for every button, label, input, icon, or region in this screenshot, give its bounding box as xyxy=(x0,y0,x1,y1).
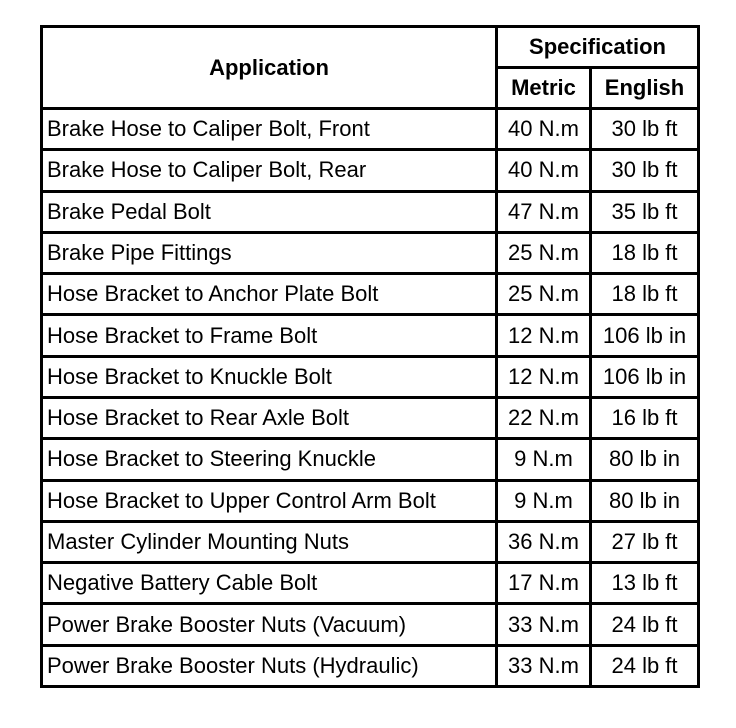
application-cell: Hose Bracket to Upper Control Arm Bolt xyxy=(42,480,497,521)
english-cell: 18 lb ft xyxy=(591,232,699,273)
metric-cell: 47 N.m xyxy=(497,191,591,232)
metric-cell: 12 N.m xyxy=(497,356,591,397)
table-row xyxy=(42,563,699,604)
application-cell: Hose Bracket to Steering Knuckle xyxy=(42,439,497,480)
table-row xyxy=(42,480,699,521)
metric-cell: 33 N.m xyxy=(497,604,591,645)
table-row xyxy=(42,191,699,232)
metric-cell: 22 N.m xyxy=(497,397,591,438)
metric-cell: 25 N.m xyxy=(497,232,591,273)
table-row xyxy=(42,274,699,315)
header-application: Application xyxy=(42,27,497,109)
english-cell: 80 lb in xyxy=(591,439,699,480)
table-row xyxy=(42,109,699,150)
application-cell: Brake Hose to Caliper Bolt, Rear xyxy=(42,150,497,191)
english-cell: 106 lb in xyxy=(591,356,699,397)
header-metric: Metric xyxy=(497,68,591,109)
table-row xyxy=(42,315,699,356)
table-row xyxy=(42,397,699,438)
metric-cell: 33 N.m xyxy=(497,645,591,686)
english-cell: 24 lb ft xyxy=(591,645,699,686)
table-row xyxy=(42,150,699,191)
application-cell: Power Brake Booster Nuts (Hydraulic) xyxy=(42,645,497,686)
english-cell: 13 lb ft xyxy=(591,563,699,604)
english-cell: 106 lb in xyxy=(591,315,699,356)
table-row xyxy=(42,356,699,397)
english-cell: 30 lb ft xyxy=(591,109,699,150)
application-cell: Hose Bracket to Knuckle Bolt xyxy=(42,356,497,397)
application-cell: Brake Pedal Bolt xyxy=(42,191,497,232)
english-cell: 80 lb in xyxy=(591,480,699,521)
english-cell: 16 lb ft xyxy=(591,397,699,438)
table-row xyxy=(42,439,699,480)
english-cell: 35 lb ft xyxy=(591,191,699,232)
table-row xyxy=(42,645,699,686)
metric-cell: 17 N.m xyxy=(497,563,591,604)
application-cell: Hose Bracket to Rear Axle Bolt xyxy=(42,397,497,438)
header-row-top xyxy=(42,27,699,68)
english-cell: 24 lb ft xyxy=(591,604,699,645)
metric-cell: 25 N.m xyxy=(497,274,591,315)
application-cell: Master Cylinder Mounting Nuts xyxy=(42,521,497,562)
metric-cell: 40 N.m xyxy=(497,150,591,191)
metric-cell: 36 N.m xyxy=(497,521,591,562)
table-row xyxy=(42,232,699,273)
metric-cell: 12 N.m xyxy=(497,315,591,356)
english-cell: 30 lb ft xyxy=(591,150,699,191)
metric-cell: 40 N.m xyxy=(497,109,591,150)
application-cell: Power Brake Booster Nuts (Vacuum) xyxy=(42,604,497,645)
application-cell: Hose Bracket to Anchor Plate Bolt xyxy=(42,274,497,315)
metric-cell: 9 N.m xyxy=(497,480,591,521)
english-cell: 18 lb ft xyxy=(591,274,699,315)
english-cell: 27 lb ft xyxy=(591,521,699,562)
table-row xyxy=(42,521,699,562)
table-row xyxy=(42,604,699,645)
metric-cell: 9 N.m xyxy=(497,439,591,480)
application-cell: Brake Hose to Caliper Bolt, Front xyxy=(42,109,497,150)
application-cell: Brake Pipe Fittings xyxy=(42,232,497,273)
header-english: English xyxy=(591,68,699,109)
application-cell: Negative Battery Cable Bolt xyxy=(42,563,497,604)
application-cell: Hose Bracket to Frame Bolt xyxy=(42,315,497,356)
header-specification: Specification xyxy=(497,27,699,68)
torque-specification-table xyxy=(40,25,700,688)
